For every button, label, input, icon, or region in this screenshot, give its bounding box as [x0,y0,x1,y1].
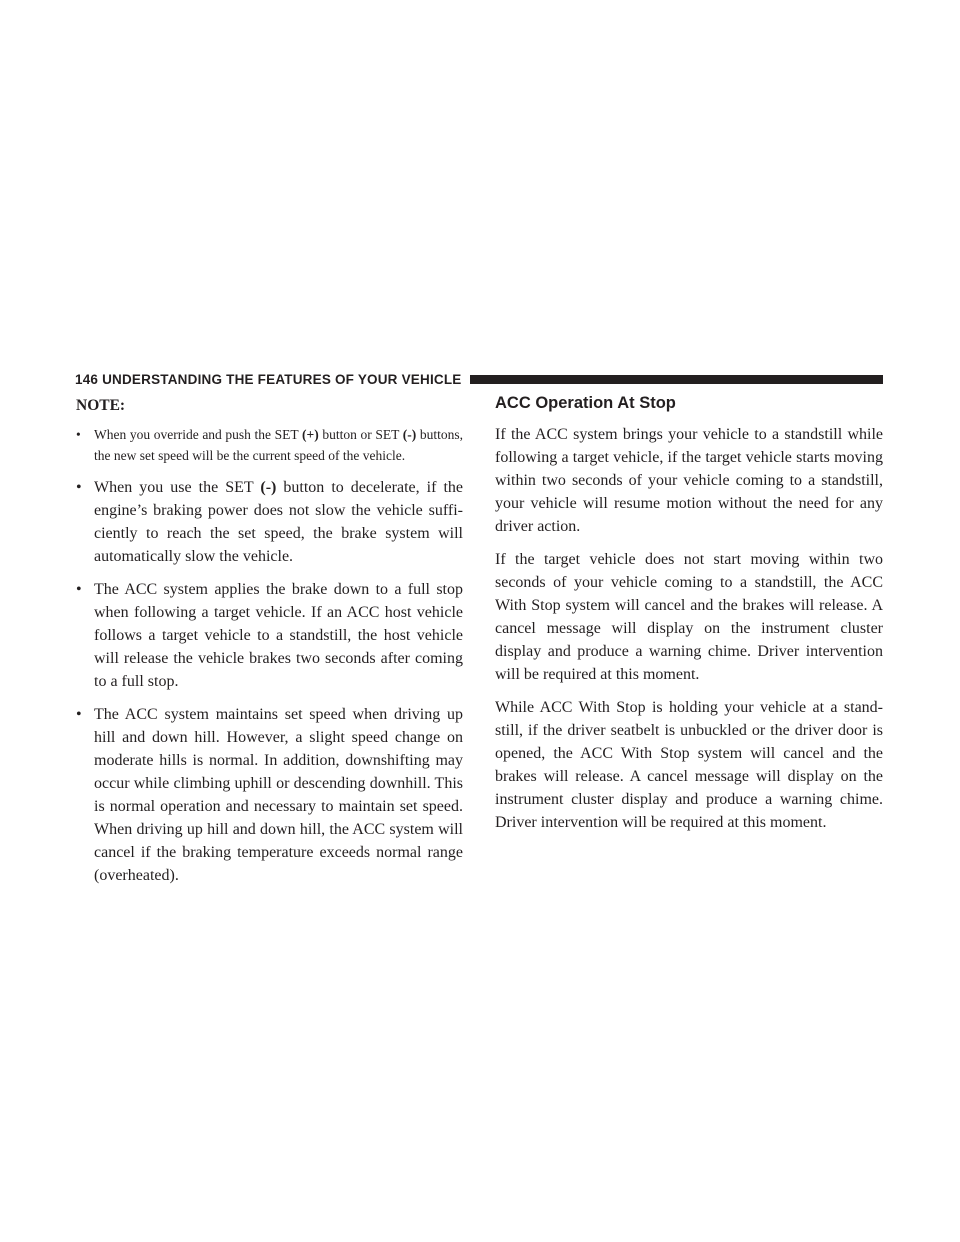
page-header [75,370,883,388]
paragraph: If the target vehicle does not start moving within two seconds of your vehicle coming to a standstill, the ACC With Stop system will cancel and the brakes will release. A cancel message will display on the instrument cluster display and produce a warning chime. Driver intervention will be required at this moment. [495,551,883,683]
bullet-text: button or SET [318,427,403,442]
list-item [76,424,463,466]
page-header-text: 146 UNDERSTANDING THE FEATURES OF YOUR VEHICLE [75,371,462,387]
bullet-icon: • [76,706,82,723]
set-minus-label: (-) [402,427,417,442]
bullet-text: When you use the SET [94,479,261,496]
list-item [76,703,463,887]
left-column [76,396,463,897]
bullet-text: buttons, the new set speed will be the current speed of the vehicle. [94,427,463,463]
right-column [495,393,883,844]
bullet-text: The ACC system maintains set speed when driving up hill and down hill. However, a slight speed change on moderate hills is normal. In addition, downshifting may occur while climbing uphill or descending downhill. This is normal operation and necessary to maintain set speed. When driving up hill and down hill, the ACC system will cancel if the braking temperature exceeds normal range (overheated). [94,706,463,884]
list-item [76,476,463,568]
paragraph: If the ACC system brings your vehicle to a standstill while following a target vehicle, if the target vehicle starts moving within two seconds of your vehicle coming to a standstill, your vehicle will resume motion without the need for any driver action. [495,426,883,535]
bullet-text: The ACC system applies the brake down to a full stop when following a target vehicle. If an ACC host vehicle follows a target vehicle to a standstill, the host vehicle will release the vehicle brakes two seconds after coming to a full stop. [94,581,463,690]
set-minus-label: (-) [260,479,277,496]
header-rule [470,375,884,384]
note-bullet-list [76,424,463,887]
bullet-icon: • [76,581,82,598]
set-plus-label: (+) [302,427,319,442]
paragraph: While ACC With Stop is holding your vehicle at a stand- still, if the driver seatbelt is unbuckled or the driver door is opened, the ACC With Stop system will cancel and the brakes will release. A cancel message will display on the instrument cluster display and produce a warning chime. Driver intervention will be required at this moment. [495,699,883,831]
bullet-text: When you override and push the SET [94,427,303,442]
bullet-text: button to decelerate, if the engine’s braking power does not slow the vehicle suffi- ciently to reach the set speed, the brake system will automatically slow the vehicle. [94,479,464,565]
bullet-icon: • [76,479,82,496]
section-title: ACC Operation At Stop [495,394,676,412]
bullet-icon: • [76,427,81,442]
note-label: NOTE: [76,397,126,414]
list-item [76,578,463,693]
